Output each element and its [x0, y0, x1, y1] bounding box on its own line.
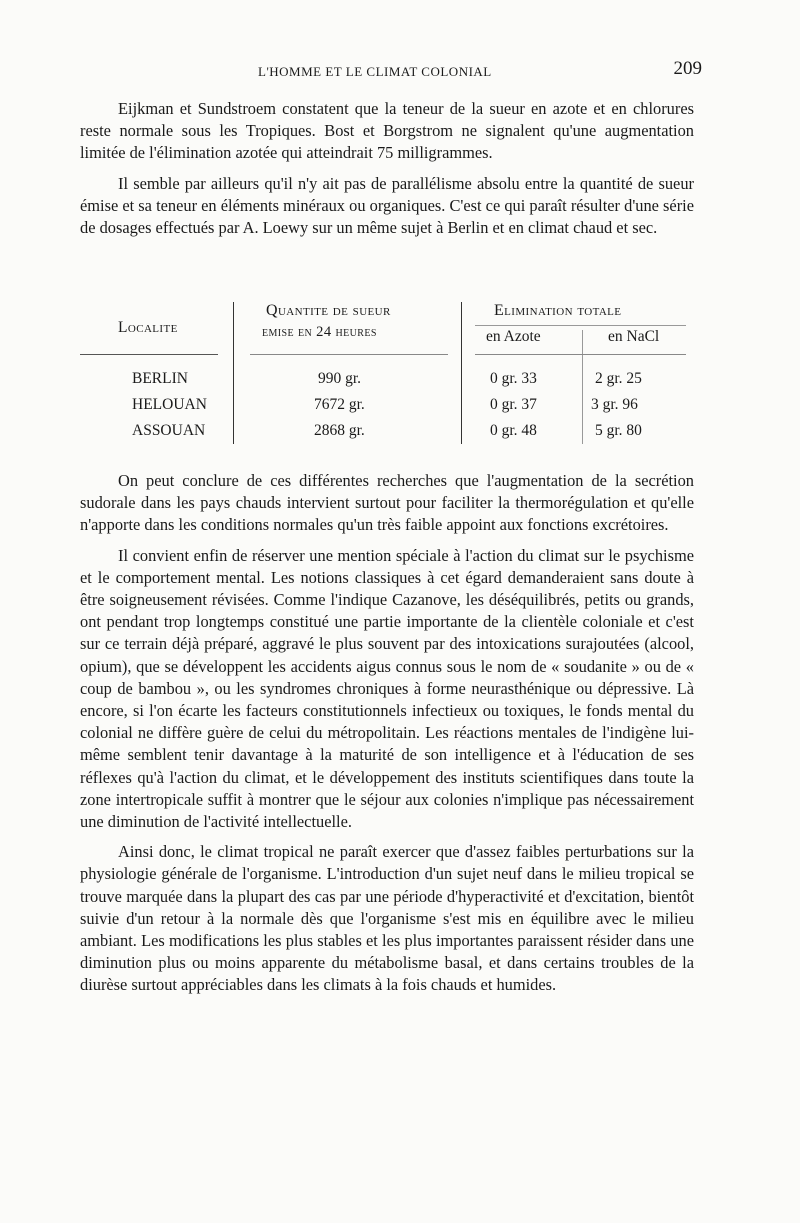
row-2-localite: HELOUAN — [132, 396, 207, 413]
header-elimination: Elimination totale — [494, 302, 622, 319]
header-quantite-line1: Quantite de sueur — [266, 302, 391, 319]
header-rule-localite — [80, 354, 218, 355]
row-1-nacl: 2 gr. 25 — [595, 370, 642, 387]
row-2-quantite: 7672 gr. — [314, 396, 365, 413]
header-localite: Localite — [118, 319, 178, 336]
page-number: 209 — [673, 58, 702, 79]
row-1-azote: 0 gr. 33 — [490, 370, 537, 387]
paragraph-5: Ainsi donc, le climat tropical ne paraît exercer que d'assez faibles perturbations sur la physiologie générale de l'organisme. L'introduction d'un sujet neuf dans le milieu tropical se trouve marquée dans la plupart des cas par une période d'hyperactivité et d'excitation, bientôt suivie d'un retour à la normale dès que l'organisme s'est mis en équilibre avec le milieu ambiant. Les modifications les plus stables et les plus importantes paraissent résider dans une diminution plus ou moins apparente du métabolisme basal, et dans certains troubles de la diurèse surtout appréciables dans les climats à la fois chauds et humides. — [80, 842, 694, 995]
header-rule-quantite — [250, 354, 448, 355]
row-1-localite: BERLIN — [132, 370, 188, 387]
row-2-azote: 0 gr. 37 — [490, 396, 537, 413]
header-nacl: en NaCl — [608, 328, 660, 345]
data-table — [80, 296, 694, 456]
row-3-azote: 0 gr. 48 — [490, 422, 537, 439]
header-quantite-line2: emise en 24 heures — [262, 324, 377, 340]
text-block-top — [80, 98, 694, 239]
header-rule-components — [475, 354, 686, 355]
running-title: L'HOMME ET LE CLIMAT COLONIAL — [258, 64, 492, 79]
header-rule-elimination — [475, 325, 686, 326]
text-block-bottom — [80, 470, 694, 997]
paragraph-1: Eijkman et Sundstroem constatent que la teneur de la sueur en azote et en chlorures reste normale sous les Tropiques. Bost et Borgstrom ne signalent qu'une augmentation limitée de l'élimination azotée qui atteindrait 75 milligrammes. — [80, 99, 694, 163]
paragraph-4: Il convient enfin de réserver une mention spéciale à l'action du climat sur le psychisme et le comportement mental. Les notions classiques à cet égard demanderaient sans doute à être soigneusement révisées. Comme l'indique Cazanove, les déséquilibrés, petits ou grands, ont pendant trop longtemps constitué une partie importante de la clientèle coloniale et c'est sur ce terrain déjà préparé, aggravé le plus souvent par des intoxications surajoutées (alcool, opium), que se développent les accidents aigus connus sous le nom de « soudanite » ou de « coup de bambou », ou les syndromes chroniques à forme neurasthénique ou dépressive. Là encore, si l'on écarte les facteurs constitutionnels infectieux ou toxiques, le fonds mental du colonial ne diffère guère de celui du métropolitain. Les réactions mentales de l'indigène lui-même semblent tenir davantage à la maturité de son intelligence et à l'éducation de ses réflexes qu'à l'action du climat, et le développement des instituts scientifiques dans toute la zone intertropicale suffit à montrer que le séjour aux colonies n'implique pas nécessairement une diminution de l'activité intellectuelle. — [80, 545, 694, 832]
column-rule-3 — [582, 330, 583, 444]
row-3-nacl: 5 gr. 80 — [595, 422, 642, 439]
row-1-quantite: 990 gr. — [318, 370, 362, 387]
row-2-nacl: 3 gr. 96 — [591, 396, 638, 413]
paragraph-2: Il semble par ailleurs qu'il n'y ait pas de parallélisme absolu entre la quantité de sueur émise et sa teneur en éléments minéraux ou organiques. C'est ce qui paraît résulter d'une série de dosages effectués par A. Loewy sur un même sujet à Berlin et en climat chaud et sec. — [80, 173, 694, 238]
paragraph-3: On peut conclure de ces différentes recherches que l'augmentation de la secrétion sudorale dans les pays chauds intervient surtout pour faciliter la thermorégulation et qu'elle n'apporte dans les conditions normales qu'un très faible appoint aux fonctions excrétoires. — [80, 471, 694, 535]
row-3-localite: ASSOUAN — [132, 422, 206, 439]
row-3-quantite: 2868 gr. — [314, 422, 365, 439]
running-header — [80, 58, 702, 84]
header-azote: en Azote — [486, 328, 541, 345]
column-rule-1 — [233, 302, 234, 444]
column-rule-2 — [461, 302, 462, 444]
